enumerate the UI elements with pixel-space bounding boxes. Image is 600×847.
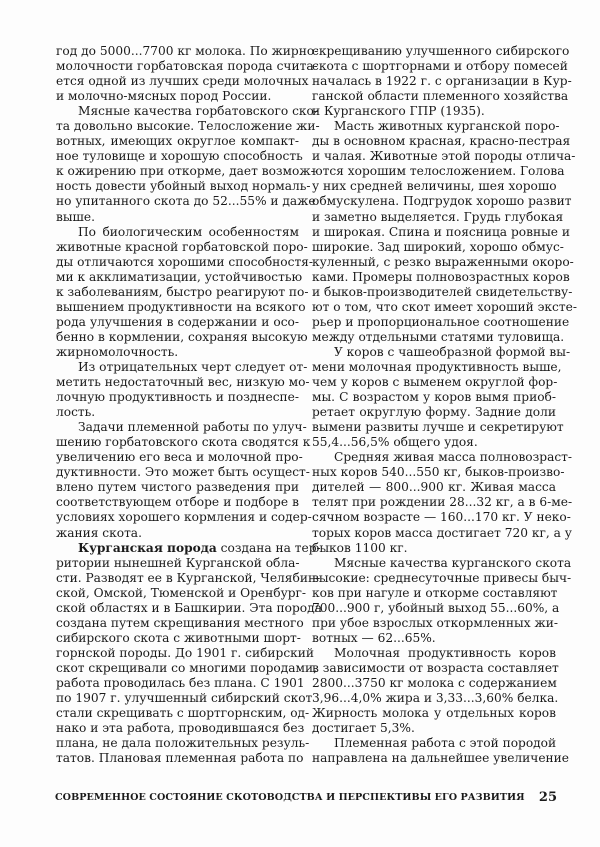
text-line: стали скрещивать с шортгорнским, од- bbox=[56, 706, 310, 721]
text-line: вотных — 62...65%. bbox=[312, 630, 436, 645]
text-line: влено путем чистого разведения при bbox=[56, 480, 299, 495]
text-line: Жирность молока у отдельных коров bbox=[312, 706, 556, 721]
text-line: чем у коров с выменем округлой фор- bbox=[312, 375, 558, 390]
running-title: СОВРЕМЕННОЕ СОСТОЯНИЕ СКОТОВОДСТВА И ПЕРСПЕКТИВЫ ЕГО РАЗВИТИЯ bbox=[55, 792, 525, 803]
text-line: и заметно выделяется. Грудь глубокая bbox=[312, 209, 564, 224]
text-line: рьер и пропорциональное соотношение bbox=[312, 314, 570, 329]
text-line: создана путем скрещивания местного bbox=[56, 615, 304, 630]
text-line: плана, не дала положительных резуль- bbox=[56, 736, 310, 751]
text-line: горнской породы. До 1901 г. сибирский bbox=[56, 645, 315, 660]
text-line: к заболеваниям, быстро реагируют по- bbox=[56, 284, 309, 299]
text-line: животные красной горбатовской поро- bbox=[56, 239, 308, 254]
text-line: увеличению его веса и молочной про- bbox=[56, 450, 303, 465]
text-line: Племенная работа с этой породой bbox=[334, 736, 557, 751]
text-line: и Курганского ГПР (1935). bbox=[312, 104, 485, 119]
text-line: быков 1100 кг. bbox=[312, 540, 408, 555]
text-line: У коров с чашеобразной формой вы- bbox=[334, 344, 571, 359]
text-line: вотных, имеющих округлое компакт- bbox=[56, 134, 299, 149]
text-line: телят при рождении 28...32 кг, а в 6-ме- bbox=[312, 495, 573, 510]
text-line: ются хорошим телосложением. Голова bbox=[312, 164, 565, 179]
text-line: скрещиванию улучшенного сибирского bbox=[312, 44, 570, 58]
text-line: достигает 5,3%. bbox=[312, 721, 415, 736]
text-line: шению горбатовского скота сводятся к bbox=[56, 435, 311, 450]
text-line: молочности горбатовская порода счита- bbox=[56, 59, 318, 74]
text-line: 55,4...56,5% общего удоя. bbox=[312, 435, 478, 450]
text-line: по 1907 г. улучшенный сибирский скот bbox=[56, 691, 313, 706]
text-line: сти. Разводят ее в Курганской, Челябин- bbox=[56, 570, 321, 585]
text-line: По биологическим особенностям bbox=[78, 224, 299, 239]
text-line: Молочная продуктивность коров bbox=[334, 645, 556, 660]
text-line: Масть животных курганской поро- bbox=[334, 119, 560, 134]
text-line: у них средней величины, шея хорошо bbox=[312, 179, 557, 194]
text-line: Мясные качества курганского скота bbox=[334, 555, 572, 570]
text-line: 3,96...4,0% жира и 3,33...3,60% белка. bbox=[312, 691, 559, 706]
text-line: вышением продуктивности на всякого bbox=[56, 299, 306, 314]
text-line: мы. С возрастом у коров вымя приоб- bbox=[312, 390, 556, 405]
text-line: татов. Плановая племенная работа по bbox=[56, 751, 304, 766]
text-line: при убое взрослых откормленных жи- bbox=[312, 615, 558, 630]
text-line: лость. bbox=[56, 405, 96, 420]
bold-lead: Курганская порода bbox=[78, 540, 217, 555]
text-line: ками. Промеры полновозрастных коров bbox=[312, 269, 570, 284]
text-line: ков при нагуле и откорме составляют bbox=[312, 585, 558, 600]
text-line: ганской области племенного хозяйства bbox=[312, 89, 569, 104]
text-line: соответствующем отборе и подборе в bbox=[56, 495, 299, 510]
text-line: ды в основном красная, красно-пестрая bbox=[312, 134, 571, 149]
text-line: скота с шортгорнами и отбору помесей bbox=[312, 59, 568, 74]
text-line: лочную продуктивность и позднеспе- bbox=[56, 390, 299, 405]
text-line: 700...900 г, убойный выход 55...60%, а bbox=[312, 600, 560, 615]
text-line: рода улучшения в содержании и осо- bbox=[56, 314, 299, 329]
text-line: обмускулена. Подгрудок хорошо развит bbox=[312, 194, 572, 209]
text-line: бенно в кормлении, сохраняя высокую bbox=[56, 329, 308, 344]
text-line: куленный, с резко выраженными окоро- bbox=[312, 254, 574, 269]
text-line: скот скрещивали со многими породами, bbox=[56, 660, 317, 675]
text-line: ской областях и в Башкирии. Эта порода bbox=[56, 600, 322, 615]
text-line: Задачи племенной работы по улуч- bbox=[78, 420, 307, 435]
text-line: дуктивности. Это может быть осущест- bbox=[56, 465, 310, 480]
text-line: Из отрицательных черт следует от- bbox=[78, 359, 308, 374]
text-line: и широкая. Спина и поясница ровные и bbox=[312, 224, 570, 239]
text-line: между отдельными статями туловища. bbox=[312, 329, 565, 344]
text-line: направлена на дальнейшее увеличение bbox=[312, 751, 569, 766]
text-line: работа проводилась без плана. С 1901 bbox=[56, 675, 305, 690]
text-line: ми к акклиматизации, устойчивостью bbox=[56, 269, 303, 284]
left-column bbox=[56, 44, 322, 766]
text-line: началась в 1922 г. с организации в Кур- bbox=[312, 74, 572, 89]
text-line: выше. bbox=[56, 209, 95, 224]
text-line: вымени развиты лучше и секретируют bbox=[312, 420, 564, 435]
text-line: сячном возрасте — 160...170 кг. У неко- bbox=[312, 510, 571, 525]
text-line: торых коров масса достигает 720 кг, а у bbox=[312, 525, 572, 540]
text-line: 2800...3750 кг молока с содержанием bbox=[312, 675, 557, 690]
text-line: Средняя живая масса полновозраст- bbox=[334, 450, 573, 465]
text-line: жания скота. bbox=[56, 525, 142, 540]
text-line: ды отличаются хорошими способностя- bbox=[56, 254, 313, 269]
page-number: 25 bbox=[538, 790, 557, 805]
text-line: условиях хорошего кормления и содер- bbox=[56, 510, 312, 525]
text-line: и молочно-мясных пород России. bbox=[56, 89, 272, 104]
text-line: и быков-производителей свидетельству- bbox=[312, 284, 573, 299]
text-line: в зависимости от возраста составляет bbox=[312, 660, 559, 675]
right-column bbox=[312, 44, 577, 766]
line-text: создана на тер- bbox=[216, 540, 321, 555]
text-line: жирномолочность. bbox=[56, 344, 179, 359]
text-line: ретает округлую форму. Задние доли bbox=[312, 405, 556, 420]
text-line: год до 5000...7700 кг молока. По жирно- bbox=[56, 44, 319, 58]
text-line: ность довести убойный выход нормаль- bbox=[56, 179, 311, 194]
text-line: ется одной из лучших среди молочных bbox=[56, 74, 309, 89]
text-line bbox=[56, 540, 321, 556]
text-line: но упитанного скота до 52...55% и даже bbox=[56, 194, 316, 209]
text-line: высокие: среднесуточные привесы быч- bbox=[312, 570, 572, 585]
text-line: дителей — 800...900 кг. Живая масса bbox=[312, 480, 556, 495]
text-line: и чалая. Животные этой породы отлича- bbox=[312, 149, 576, 164]
text-line: к ожирению при откорме, дает возмож- bbox=[56, 164, 315, 179]
text-line: широкие. Зад широкий, хорошо обмус- bbox=[312, 239, 564, 254]
text-line: мени молочная продуктивность выше, bbox=[312, 359, 562, 374]
text-line: ное туловище и хорошую способность bbox=[56, 149, 303, 164]
text-line: нако и эта работа, проводившаяся без bbox=[56, 721, 305, 736]
text-line: ской, Омской, Тюменской и Оренбург- bbox=[56, 585, 307, 600]
text-line: ных коров 540...550 кг, быков-произво- bbox=[312, 465, 565, 480]
text-line: сибирского скота с животными шорт- bbox=[56, 630, 301, 645]
text-line: та довольно высокие. Телосложение жи- bbox=[56, 119, 320, 134]
text-line: ритории нынешней Курганской обла- bbox=[56, 555, 300, 570]
text-line: Мясные качества горбатовского ско- bbox=[78, 104, 318, 119]
text-line: метить недостаточный вес, низкую мо- bbox=[56, 375, 310, 390]
text-line: ют о том, что скот имеет хороший эксте- bbox=[312, 299, 577, 314]
